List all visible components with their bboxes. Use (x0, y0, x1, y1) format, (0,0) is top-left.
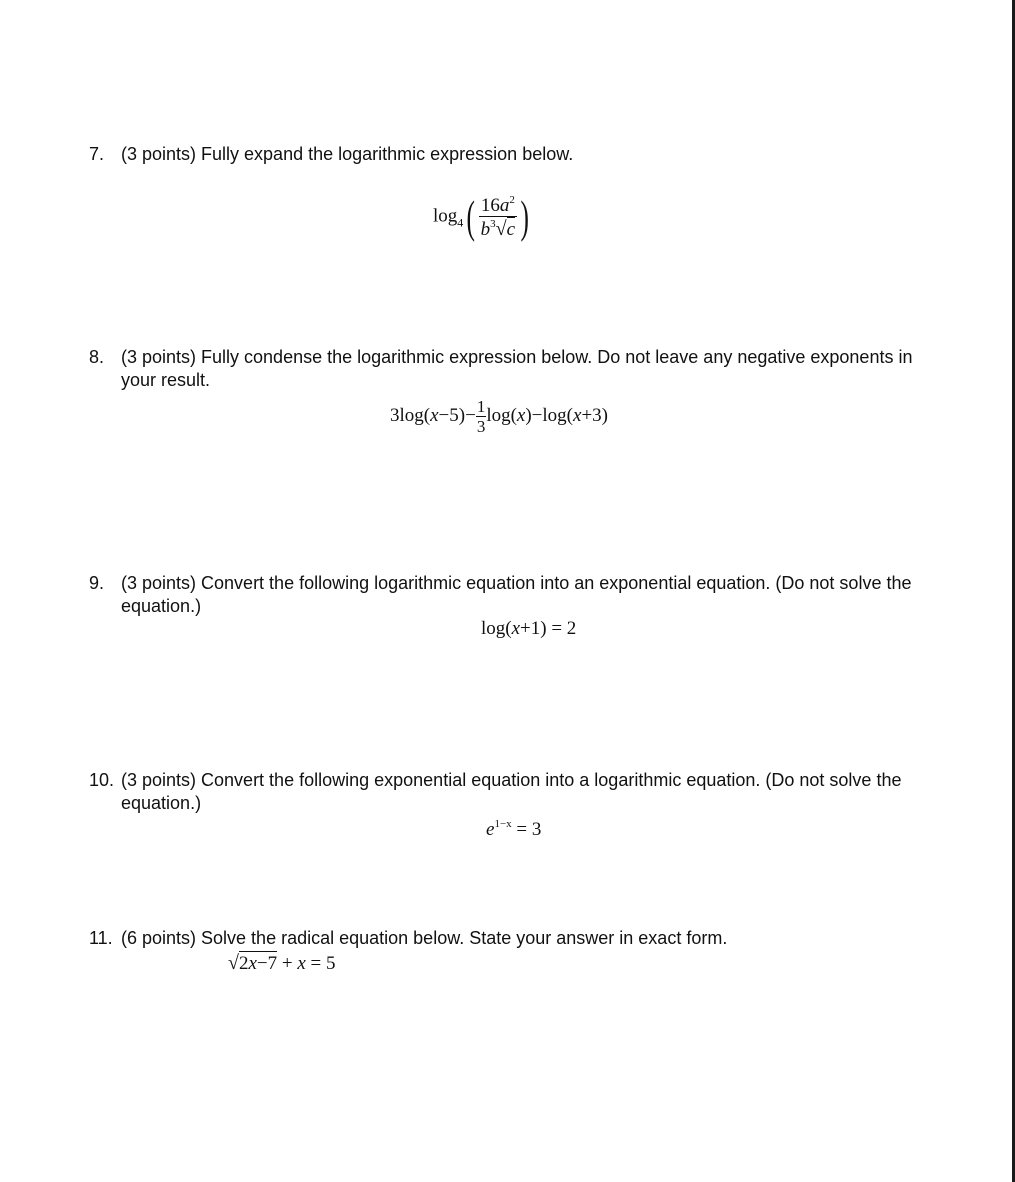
question-text: (3 points) Convert the following exponential equation into a logarithmic equation. (Do not solve the equation.) (121, 770, 902, 813)
question-number: 11. (89, 928, 113, 948)
q7-expression (433, 191, 532, 242)
exponent: 1−x (494, 818, 512, 830)
radical: √c (495, 218, 516, 240)
q11-equation: √2x−7 + x = 5 (228, 952, 336, 974)
left-paren: ( (466, 191, 476, 242)
fraction-denominator: $b^3√c$ (480, 218, 516, 240)
radical: √2x−7 (228, 952, 278, 974)
right-paren: ) (520, 191, 529, 242)
question-number: 9. (89, 573, 105, 593)
question-text: (6 points) Solve the radical equation below. State your answer in exact form. (121, 928, 728, 948)
q10-equation: $e^{1-x} = 3$ (486, 818, 542, 840)
radicand: 2x−7 (238, 953, 278, 974)
question-number: 7. (89, 144, 105, 164)
log-base: 4 (457, 215, 464, 230)
question-number: 10. (89, 770, 115, 790)
q9-equation: log(x+1) = 2 (481, 618, 577, 639)
one-third-fraction: $\frac{1}{3}$ (476, 397, 486, 436)
fraction-numerator: $16a^2$ (479, 195, 517, 217)
question-number: 8. (89, 347, 105, 367)
question-text: (3 points) Fully condense the logarithmic expression below. Do not leave any negative exponents in your result. (121, 347, 913, 390)
question-text: (3 points) Fully expand the logarithmic expression below. (121, 144, 574, 164)
question-text: (3 points) Convert the following logarithmic equation into an exponential equation. (Do not solve the equation.) (121, 573, 912, 616)
log-label: log (433, 205, 458, 227)
q7-fraction (479, 195, 517, 239)
base-e: e (486, 819, 495, 840)
q8-expression: 3log(x−5)− $\frac{1}{3}$ log(x)−log(x+3) (390, 397, 608, 436)
